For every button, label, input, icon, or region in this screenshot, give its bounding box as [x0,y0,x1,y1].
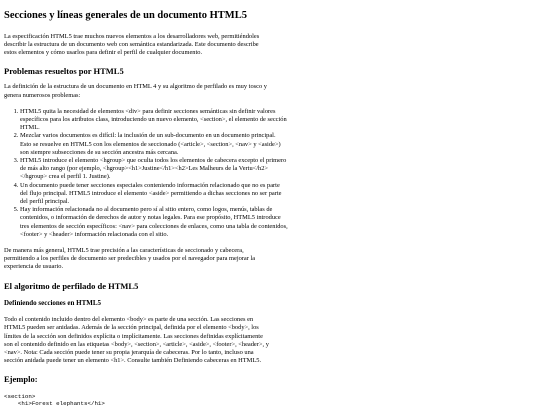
problems-heading: Problemas resueltos por HTML5 [4,66,124,77]
defining-sections-heading: Definiendo secciones en HTML5 [4,298,102,307]
algorithm-body-paragraph: Todo el contenido incluido dentro del elemento <body> es parte de una sección. Las secciones en HTML5 pueden ser anidadas. Además de la sección principal, definida por el elemento <body>, los límites de la sección son definidos explícita o implícitamente. Las secciones definidas explícitamente son el contenido definido en las etiquetas <body>, <section>, <article>, <aside>, <footer>, <header>, y <nav>. Nota: Cada sección puede tener su propia jerarquía de cabeceras. Por lo tanto, incluso una sección anidada puede tener un elemento <h1>. Consulte también Definiendo cabeceras en HTML5. [4,316,269,365]
page-title: Secciones y líneas generales de un documento HTML5 [4,10,247,21]
example-heading: Ejemplo: [4,374,38,385]
list-item: 3. HTML5 introduce el elemento <hgroup> que oculta todos los elementos de cabecera excepto el primero de más alto rango (por ejemplo, <hgroup><h1>Justine</h1><h2>Les Malheurs de la Vertu</h2></hgroup> crea el perfil 1. Justine). [20,157,288,182]
problems-intro-paragraph: La definición de la estructura de un documento en HTML 4 y su algoritmo de perfilado es muy tosco y genera numerosos problemas: [4,83,267,99]
intro-paragraph: La especificación HTML5 trae muchos nuevos elementos a los desarrolladores web, permitiéndoles describir la estructura de un documento web con semántica estandarizada. Este documento describe estos elementos y cómo usarlos para definir el perfil de cualquier documento. [4,32,260,56]
list-item: 5. Hay información relacionada no al documento pero sí al sitio entero, como logos, menús, tablas de contenidos, o información de derechos de autor y notas legales. Para ese propósito, HTML5 introduce tres elementos de sección específicos: <nav> para colecciones de enlaces, como una tabla de contenidos, <footer> y <header> información relacionada con el sitio. [20,206,288,239]
list-item: 4. Un documento puede tener secciones especiales conteniendo información relacionado que no es parte del flujo principal. HTML5 introduce el elemento <aside> permitiendo a dichas secciones no ser parte del perfil principal. [20,182,288,207]
list-item: 2. Mezclar varios documentos es difícil: la inclusión de un sub-documento en un documento principal. Esto se resuelve en HTML5 con los elementos de seccionado (<article>, <section>, <nav> y <aside>) son siempre subsecciones de su sección ancestra más cercana. [20,132,288,157]
problems-outro-paragraph: De manera más general, HTML5 trae precisión a las características de seccionado y cabecera, permitiendo a los perfiles de documento ser predecibles y usados por el navegador para mejorar la experiencia de usuario. [4,247,256,271]
list-item: 1. HTML5 quita la necesidad de elementos <div> para definir secciones semánticas sin definir valores específicos para los atributos class, introduciendo un nuevo elemento, <section>, el elemento de sección HTML. [20,108,288,133]
problems-list [4,108,288,239]
algorithm-heading: El algoritmo de perfilado de HTML5 [4,280,139,291]
code-example: <section> <h1>Forest elephants</h1> [4,392,105,408]
